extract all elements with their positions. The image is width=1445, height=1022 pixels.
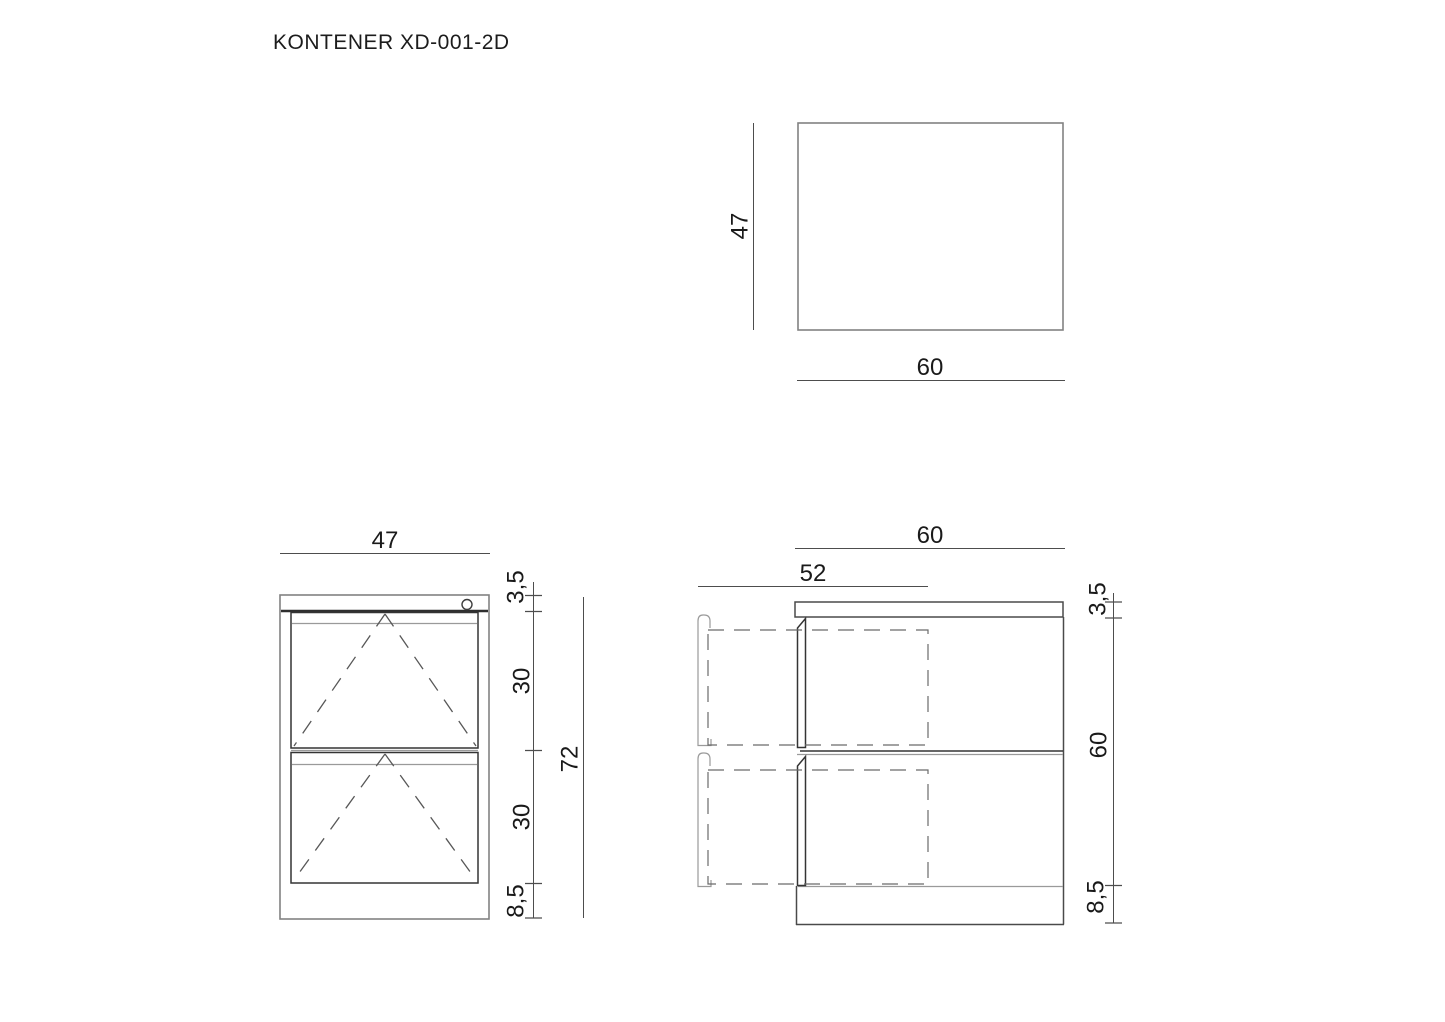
top-view-depth-dim-label: 47 xyxy=(726,212,754,240)
top-view-width-dim-label: 60 xyxy=(916,354,944,381)
side-seg-top-label: 3,5 xyxy=(1084,582,1112,616)
side-drawer1-box-dashed xyxy=(708,630,928,745)
side-seg-body-label: 60 xyxy=(1085,731,1113,759)
front-total-height-label: 72 xyxy=(556,745,584,773)
front-seg-base-label: 8,5 xyxy=(502,884,530,918)
front-drawer1-front xyxy=(291,613,478,749)
side-drawer1-front-profile xyxy=(798,619,806,748)
side-view xyxy=(698,522,1122,925)
top-view xyxy=(727,123,1066,381)
front-cabinet-outline xyxy=(280,595,489,919)
front-seg-drawer2-label: 30 xyxy=(508,803,536,831)
top-view-outline xyxy=(798,123,1063,330)
side-depth-dim-label: 60 xyxy=(916,522,944,549)
side-drawer-depth-dim-label: 52 xyxy=(799,560,827,587)
front-height-dims xyxy=(503,570,543,918)
front-view xyxy=(280,527,584,919)
side-seg-base-label: 8,5 xyxy=(1082,880,1110,914)
drawing-title: KONTENER XD-001-2D xyxy=(273,31,510,54)
drawer-open-direction-dashes xyxy=(294,614,476,880)
front-seg-drawer1-label: 30 xyxy=(508,667,536,695)
side-drawer1-pulled-front-outline xyxy=(698,615,711,746)
side-top-panel xyxy=(795,602,1063,617)
side-drawer2-box-dashed xyxy=(708,770,928,884)
side-height-dims xyxy=(1083,582,1123,923)
side-drawer2-pulled-front-outline xyxy=(698,753,711,887)
side-drawer2-front-profile xyxy=(798,757,806,886)
front-width-dim-label: 47 xyxy=(371,527,399,554)
lock-icon xyxy=(462,600,472,610)
front-drawer2-front xyxy=(291,753,478,884)
front-seg-top-label: 3,5 xyxy=(502,570,530,604)
